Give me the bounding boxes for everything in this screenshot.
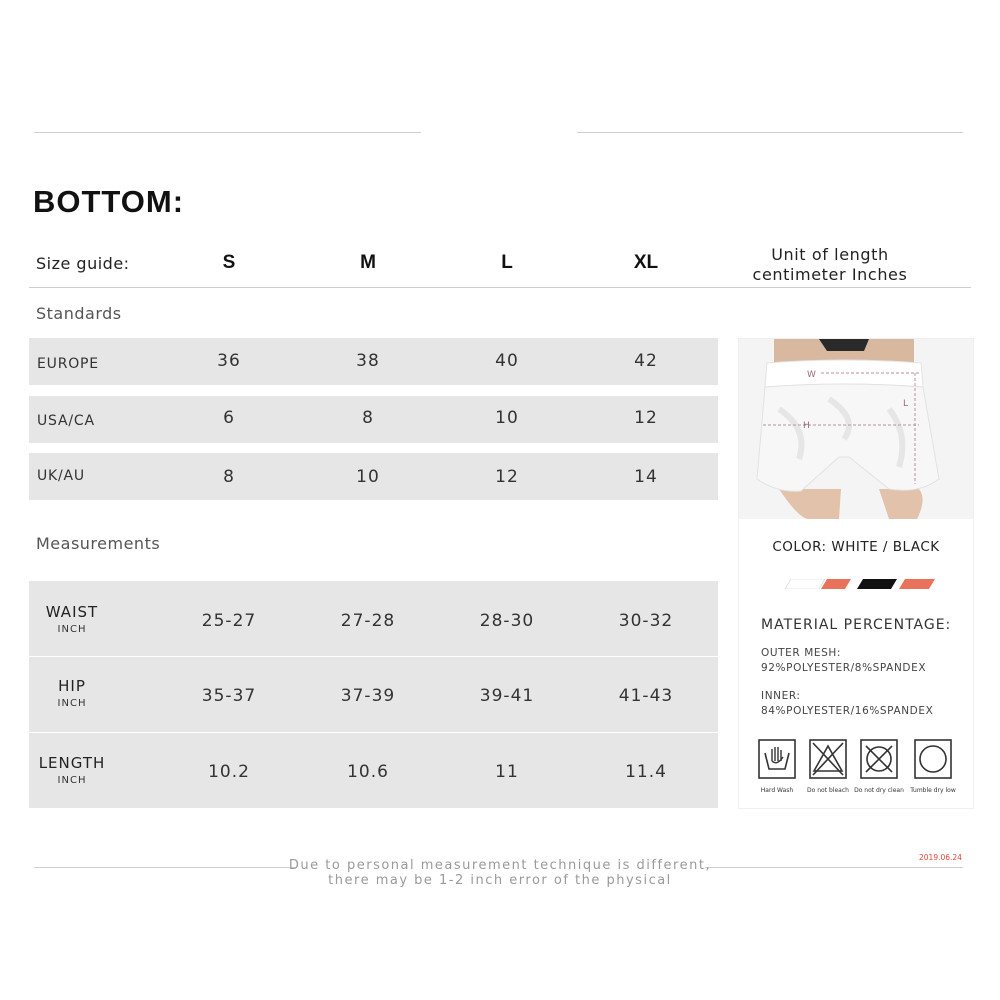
- do-not-bleach-icon: [809, 739, 847, 779]
- hand-wash-icon: [758, 739, 796, 779]
- cell: 41-43: [618, 686, 674, 706]
- outer-mesh: [761, 646, 926, 676]
- cell: 11.4: [625, 762, 667, 782]
- cell: 36: [217, 351, 241, 371]
- product-panel: [738, 338, 974, 809]
- cell: 14: [634, 467, 658, 487]
- table-row: [29, 396, 718, 443]
- cell: 6: [223, 408, 235, 428]
- care-item: [908, 739, 958, 794]
- cell: 8: [362, 408, 374, 428]
- table-row: [29, 453, 718, 500]
- row-label-waist: [29, 603, 115, 635]
- unit-line-1: Unit of length: [771, 245, 889, 264]
- inner: [761, 689, 933, 719]
- width-marker: W: [807, 370, 816, 380]
- table-row: [29, 733, 718, 808]
- header-divider: [29, 287, 971, 288]
- table-row: [29, 338, 718, 385]
- cell: 39-41: [479, 686, 535, 706]
- swatch-coral-2: [899, 579, 935, 589]
- row-label-usa: USA/CA: [37, 413, 95, 429]
- care-item: [752, 739, 802, 794]
- care-caption: Tumble dry low: [910, 787, 956, 794]
- hip-marker: H: [803, 421, 810, 431]
- cell: 30-32: [618, 611, 674, 631]
- color-swatches: [785, 579, 935, 589]
- size-header-m: M: [360, 252, 376, 273]
- outer-mesh-value: 92%POLYESTER/8%SPANDEX: [761, 662, 927, 674]
- disclaimer: [250, 858, 750, 888]
- top-divider-right: [577, 132, 963, 133]
- cell: 35-37: [201, 686, 257, 706]
- standards-heading: Standards: [36, 304, 122, 323]
- length-marker: L: [903, 399, 909, 409]
- date-stamp: 2019.06.24: [919, 853, 962, 862]
- table-row: [29, 581, 718, 656]
- care-item: [803, 739, 853, 794]
- measure-unit: INCH: [57, 624, 87, 635]
- cell: 11: [495, 762, 519, 782]
- color-label: COLOR: WHITE / BLACK: [772, 539, 940, 555]
- cell: 10.6: [347, 762, 389, 782]
- care-caption: Do not bleach: [807, 787, 849, 794]
- size-header-l: L: [501, 252, 513, 273]
- size-header-s: S: [222, 252, 236, 273]
- swatch-black: [857, 579, 897, 589]
- unit-line-2: centimeter Inches: [752, 265, 908, 284]
- unit-of-length: [740, 245, 920, 285]
- table-row: [29, 657, 718, 732]
- measure-name: LENGTH: [38, 754, 106, 772]
- measure-name: WAIST: [45, 603, 99, 621]
- swatch-white: [785, 579, 825, 589]
- row-label-hip: [29, 677, 115, 709]
- measure-unit: INCH: [57, 698, 87, 709]
- cell: 12: [634, 408, 658, 428]
- disclaimer-line-2: there may be 1-2 inch error of the physical: [328, 873, 672, 888]
- cell: 10: [495, 408, 519, 428]
- care-item: [854, 739, 904, 794]
- tumble-dry-low-icon: [914, 739, 952, 779]
- swatch-coral-1: [821, 579, 851, 589]
- page-title: BOTTOM:: [33, 184, 185, 219]
- cell: 37-39: [340, 686, 396, 706]
- top-divider-left: [34, 132, 421, 133]
- cell: 10: [356, 467, 380, 487]
- product-photo: [739, 339, 973, 519]
- care-caption: Hard Wash: [760, 787, 794, 794]
- outer-mesh-label: OUTER MESH:: [761, 647, 842, 659]
- cell: 12: [495, 467, 519, 487]
- cell: 10.2: [208, 762, 250, 782]
- material-title: MATERIAL PERCENTAGE:: [761, 617, 952, 633]
- measurements-heading: Measurements: [36, 534, 161, 553]
- disclaimer-line-1: Due to personal measurement technique is different,: [288, 858, 712, 873]
- inner-value: 84%POLYESTER/16%SPANDEX: [761, 705, 934, 717]
- do-not-dry-clean-icon: [860, 739, 898, 779]
- row-label-uk: UK/AU: [37, 468, 85, 484]
- cell: 40: [495, 351, 519, 371]
- size-guide-label: Size guide:: [36, 254, 130, 273]
- cell: 25-27: [201, 611, 257, 631]
- cell: 38: [356, 351, 380, 371]
- cell: 27-28: [340, 611, 396, 631]
- measure-unit: INCH: [57, 775, 87, 786]
- cell: 28-30: [479, 611, 535, 631]
- measure-name: HIP: [58, 677, 86, 695]
- row-label-europe: EUROPE: [37, 356, 99, 372]
- care-caption: Do not dry clean: [854, 787, 904, 794]
- inner-label: INNER:: [761, 690, 801, 702]
- row-label-length: [29, 754, 115, 786]
- cell: 8: [223, 467, 235, 487]
- cell: 42: [634, 351, 658, 371]
- size-header-xl: XL: [633, 252, 659, 273]
